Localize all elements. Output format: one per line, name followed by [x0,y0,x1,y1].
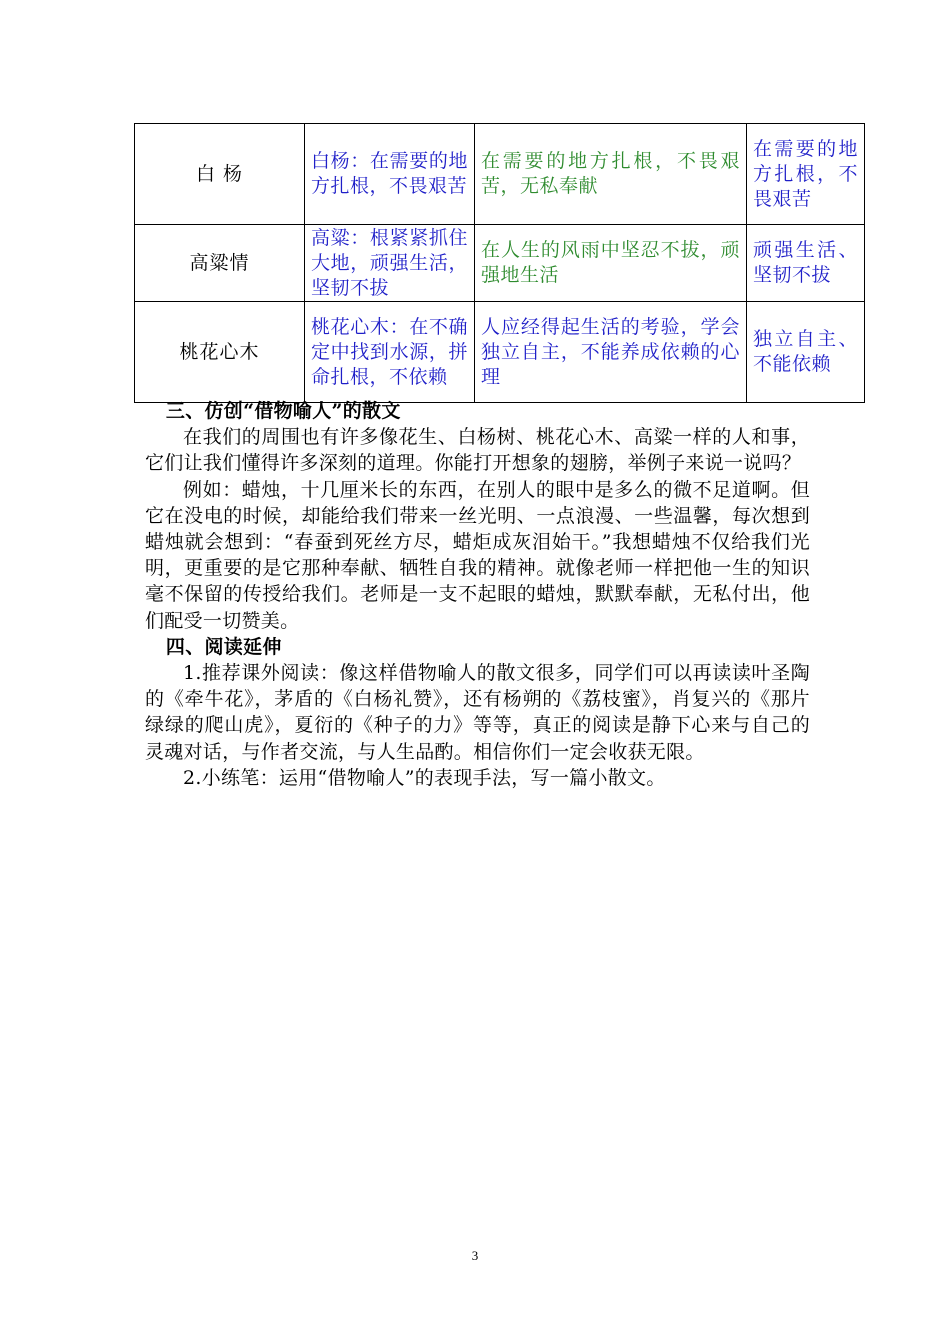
paragraph: 在我们的周围也有许多像花生、白杨树、桃花心木、高粱一样的人和事，它们让我们懂得许多深刻的道理。你能打开想象的翅膀，举例子来说一说吗？ [145,426,810,475]
quality-keywords: 独立自主、不能依赖 [747,302,865,403]
paragraph: 例如：蜡烛，十几厘米长的东西，在别人的眼中是多么的微不足道啊。但它在没电的时候，却能给我们带来一丝光明、一点浪漫、一些温馨，每次想到蜡烛就会想到：“春蚕到死丝方尽，蜡炬成灰泪始干。”我想蜡烛不仅给我们光明，更重要的是它那种奉献、牺牲自我的精神。就像老师一样把他一生的知识毫不保留的传授给我们。老师是一支不起眼的蜡烛，默默奉献，无私付出，他们配受一切赞美。 [145,478,810,632]
quality-keywords: 在需要的地方扎根，不畏艰苦 [747,124,865,225]
symbol-description: 白杨：在需要的地方扎根，不畏艰苦 [305,124,475,225]
section-heading: 三、仿创“借物喻人”的散文 [165,400,401,422]
body-text [145,398,810,791]
table-row [135,302,865,403]
meaning-description: 在需要的地方扎根，不畏艰苦，无私奉献 [475,124,747,225]
row-title: 高粱情 [135,225,305,302]
paragraph: 1.推荐课外阅读：像这样借物喻人的散文很多，同学们可以再读读叶圣陶的《牵牛花》，茅盾的《白杨礼赞》，还有杨朔的《荔枝蜜》，肖复兴的《那片绿绿的爬山虎》，夏衍的《种子的力》等等，真正的阅读是静下心来与自己的灵魂对话，与作者交流，与人生品酌。相信你们一定会收获无限。 [145,662,810,763]
symbol-description: 高粱：根紧紧抓住大地，顽强生活，坚韧不拔 [305,225,475,302]
symbol-description: 桃花心木：在不确定中找到水源，拼命扎根，不依赖 [305,302,475,403]
row-title: 桃花心木 [135,302,305,403]
paragraph: 2.小练笔：运用“借物喻人”的表现手法，写一篇小散文。 [183,766,666,789]
table-row [135,225,865,302]
summary-table [134,123,865,403]
page-number: 3 [471,1248,479,1263]
section-heading: 四、阅读延伸 [165,635,282,658]
table-row [135,124,865,225]
meaning-description: 人应经得起生活的考验，学会独立自主，不能养成依赖的心理 [475,302,747,403]
row-title: 白 杨 [135,124,305,225]
meaning-description: 在人生的风雨中坚忍不拔，顽强地生活 [475,225,747,302]
quality-keywords: 顽强生活、坚韧不拔 [747,225,865,302]
